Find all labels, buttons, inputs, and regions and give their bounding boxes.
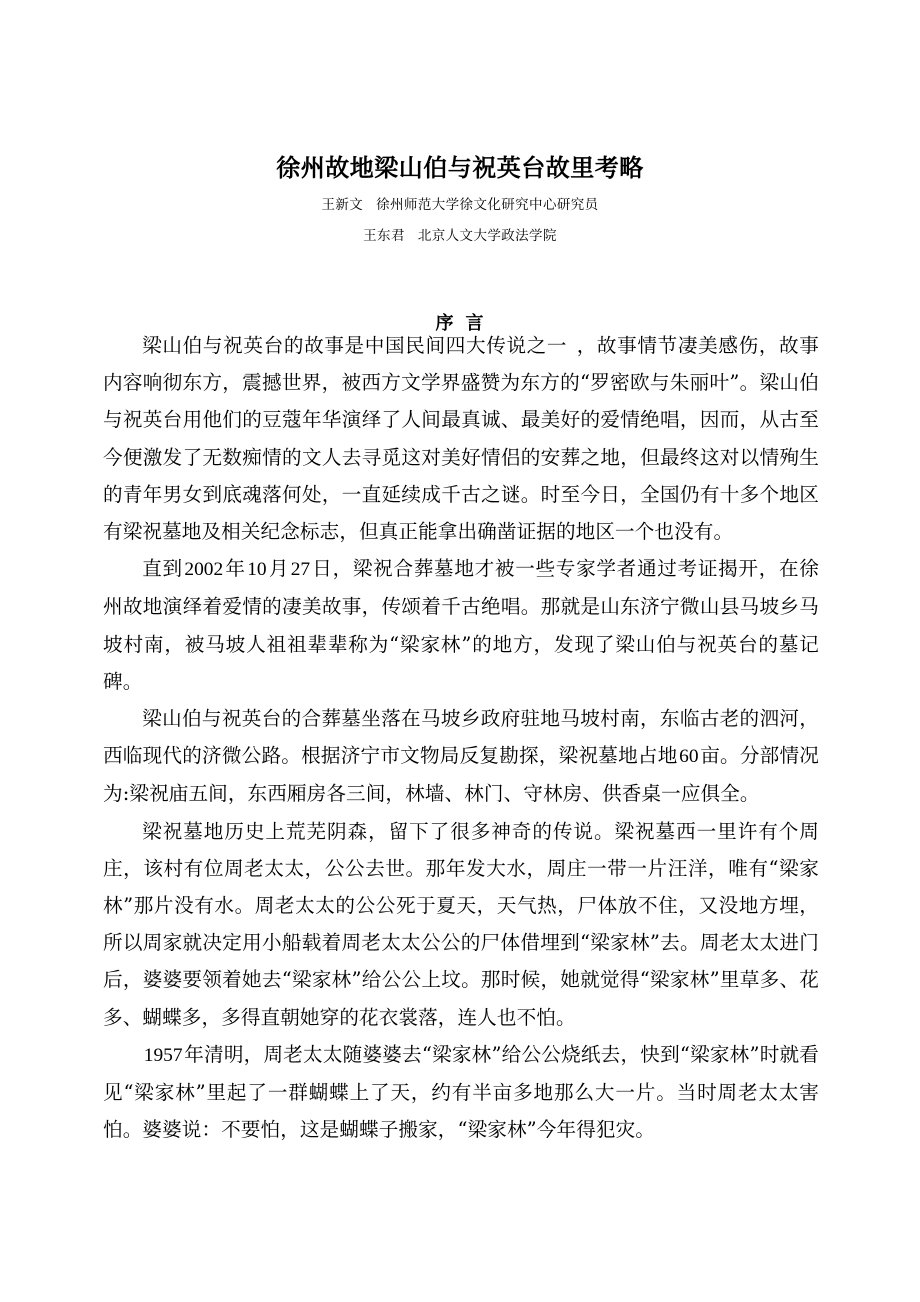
text-run: 梁山伯与祝英台的合葬墓坐落在马坡乡政府驻地马坡村南，东临古老的泗河，西临现代的济微公路。根据济宁市文物局反复勘探，梁祝墓地占地 bbox=[103, 707, 819, 768]
text-run: 日，梁祝合葬墓地才被一些专家学者通过考证揭开，在徐州故地演绎着爱情的凄美故事，传颂着千古绝唱。那就是山东济宁微山县马坡乡马坡村南，被马坡人祖祖辈辈称为“梁家林”的地方，发现了梁山伯与祝英台的墓记碑。 bbox=[103, 557, 819, 693]
author-line-2 bbox=[0, 221, 920, 252]
numeral-run: 1957 bbox=[143, 1044, 183, 1066]
text-run: 梁山伯与祝英台的故事是中国民间四大传说之一 bbox=[142, 334, 568, 357]
text-run: 月 bbox=[268, 557, 290, 581]
text-run: ，故事情节凄美感伤，故事内容响彻东方，震撼世界，被西方文学界盛赞为东方的“罗密欧与朱丽叶”。梁山伯与祝英台用他们的豆蔻年华演绎了人间最真诚、最美好的爱情绝唱，因而，从古至今便激发了无数痴情的文人去寻觅这对美好情侣的安葬之地，但最终这对以情殉生的青年男女到底魂落何处，一直延续成千古之谜。时至今日，全国仍有十多个地区有梁祝墓地及相关纪念标志，但真正能拿出确凿证据的地区一个也没有。 bbox=[103, 334, 819, 544]
text-run: 年 bbox=[224, 557, 246, 581]
section-heading-char-2: 言 bbox=[465, 312, 485, 334]
body-text bbox=[103, 327, 819, 1148]
numeral-run: 10 bbox=[247, 559, 267, 581]
text-run: 直到 bbox=[142, 557, 183, 581]
paragraph bbox=[103, 813, 819, 1036]
paragraph bbox=[103, 1036, 819, 1149]
numeral-run: 27 bbox=[290, 559, 311, 581]
paragraph bbox=[103, 327, 819, 550]
author-affiliation-2: 北京人文大学政法学院 bbox=[417, 228, 557, 244]
paragraph bbox=[103, 550, 819, 700]
author-block bbox=[0, 190, 920, 252]
section-heading-char-1: 序 bbox=[435, 312, 455, 334]
text-run: 亩。分部情况为:梁祝庙五间，东西厢房各三间，林墙、林门、守林房、供香桌一应俱全。 bbox=[103, 744, 819, 806]
numeral-run: 2002 bbox=[184, 559, 224, 581]
author-line-1 bbox=[0, 190, 920, 221]
text-run: 梁祝墓地历史上荒芜阴森，留下了很多神奇的传说。梁祝墓西一里许有个周庄，该村有位周老太太，公公去世。那年发大水，周庄一带一片汪洋，唯有“梁家林”那片没有水。周老太太的公公死于夏天，天气热，尸体放不住，又没地方埋，所以周家就决定用小船载着周老太太公公的尸体借埋到“梁家林”去。周老太太进门后，婆婆要领着她去“梁家林”给公公上坟。那时候，她就觉得“梁家林”里草多、花多、蝴蝶多，多得直朝她穿的花衣裳落，连人也不怕。 bbox=[103, 819, 819, 1029]
author-affiliation-1: 徐州师范大学徐文化研究中心研究员 bbox=[376, 197, 599, 213]
author-name-1: 王新文 bbox=[321, 197, 364, 213]
page-title: 徐州故地梁山伯与祝英台故里考略 bbox=[276, 153, 644, 183]
paragraph bbox=[103, 700, 819, 813]
text-run: 年清明，周老太太随婆婆去“梁家林”给公公烧纸去，快到“梁家林”时就看见“梁家林”里起了一群蝴蝶上了天，约有半亩多地那么大一片。当时周老太太害怕。婆婆说：不要怕，这是蝴蝶子搬家，“梁家林”今年得犯灾。 bbox=[103, 1042, 819, 1142]
numeral-run: 60 bbox=[679, 746, 699, 768]
author-name-2: 王东君 bbox=[363, 228, 405, 244]
